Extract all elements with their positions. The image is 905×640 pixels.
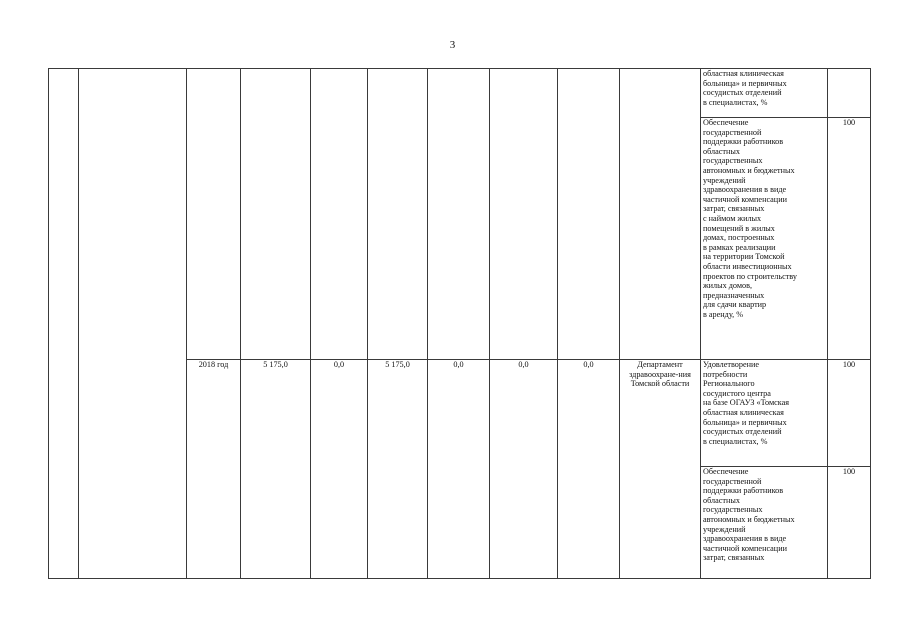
year-cell xyxy=(187,69,241,360)
local-cell: 0,0 xyxy=(428,360,490,579)
extra-cell xyxy=(490,69,558,360)
federal-cell xyxy=(311,69,368,360)
indicator-value: 100 xyxy=(828,467,871,579)
table-row xyxy=(49,69,871,118)
indicator-value: 100 xyxy=(828,118,871,360)
federal-cell: 0,0 xyxy=(311,360,368,579)
regional-cell: 5 175,0 xyxy=(368,360,428,579)
other-cell: 0,0 xyxy=(558,360,620,579)
program-table xyxy=(48,68,871,579)
total-cell xyxy=(241,69,311,360)
total-cell: 5 175,0 xyxy=(241,360,311,579)
local-cell xyxy=(428,69,490,360)
year-cell: 2018 год xyxy=(187,360,241,579)
indicator-text: Обеспечение государственной поддержки работников областных государственных автономных и бюджетных учреждений здравоохранения в виде частичной компенсации затрат, связанных с наймом жилых помещений в жилых домах, построенных в рамках реализации на территории Томской области инвестиционных проектов по строительству жилых домов, предназначенных для сдачи квартир в аренду, % xyxy=(701,118,828,360)
indicator-text: Обеспечение государственной поддержки работников областных государственных автономных и бюджетных учреждений здравоохранения в виде частичной компенсации затрат, связанных xyxy=(701,467,828,579)
other-cell xyxy=(558,69,620,360)
indicator-value xyxy=(828,69,871,118)
indicator-text: областная клиническая больница» и первичных сосудистых отделений в специалистах, % xyxy=(701,69,828,118)
regional-cell xyxy=(368,69,428,360)
department-cell: Департамент здравоохране-ния Томской области xyxy=(620,360,701,579)
task-name-cell xyxy=(79,69,187,579)
number-cell xyxy=(49,69,79,579)
indicator-value: 100 xyxy=(828,360,871,467)
extra-cell: 0,0 xyxy=(490,360,558,579)
page-number: 3 xyxy=(449,39,456,51)
indicator-text: Удовлетворение потребности Регионального сосудистого центра на базе ОГАУЗ «Томская областная клиническая больница» и первичных сосудистых отделений в специалистах, % xyxy=(701,360,828,467)
department-cell xyxy=(620,69,701,360)
